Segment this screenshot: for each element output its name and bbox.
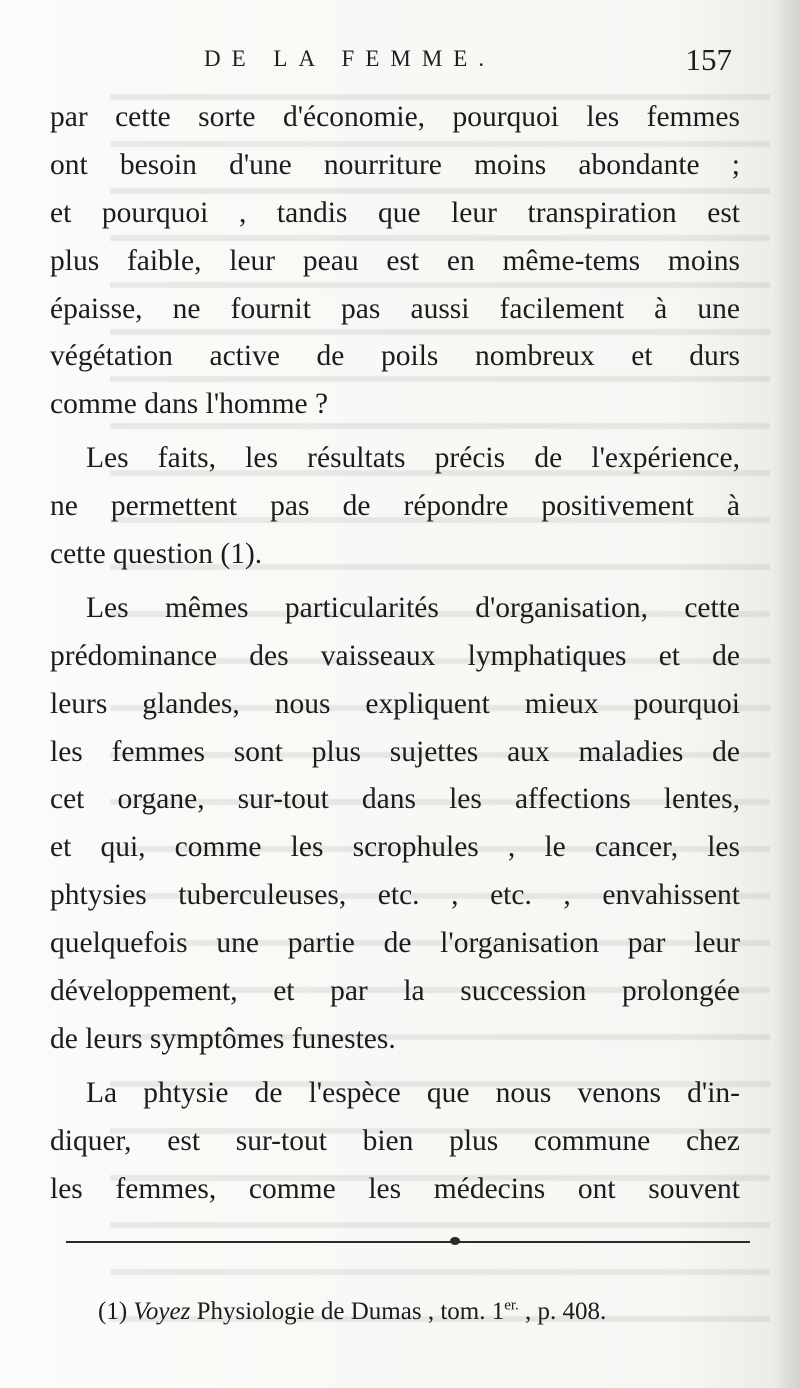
- page-edge-shadow: [772, 0, 800, 1388]
- text-line: épaisse, ne fournit pas aussi facilement à une: [50, 292, 740, 325]
- text-line: comme dans l'homme ?: [50, 388, 329, 421]
- page-number: 157: [685, 42, 732, 77]
- text-line: cette question (1).: [50, 538, 263, 571]
- footnote-marker: (1): [98, 1298, 128, 1325]
- text-line: par cette sorte d'économie, pourquoi les femmes: [50, 101, 740, 133]
- text-line: prédominance des vaisseaux lymphatiques et de: [50, 639, 740, 672]
- footnote-italic-word: Voyez: [133, 1298, 191, 1325]
- text-line: les femmes sont plus sujettes aux maladies de: [50, 735, 740, 768]
- text-line: La phtysie de l'espèce que nous venons d'in-: [86, 1076, 740, 1109]
- body-text: [50, 94, 740, 1213]
- text-line: cet organe, sur-tout dans les affections lentes,: [50, 783, 740, 816]
- footnote-page-ref: , p. 408.: [525, 1298, 607, 1325]
- footnote-volume: 1: [491, 1298, 505, 1325]
- text-line: de leurs symptômes funestes.: [50, 1022, 396, 1055]
- text-line: ne permettent pas de répondre positivement à: [50, 490, 740, 523]
- footnote-text: Physiologie de Dumas , tom.: [196, 1298, 486, 1325]
- text-line: phtysies tuberculeuses, etc. , etc. , envahissent: [50, 879, 740, 912]
- footnote-rule-ornament: [450, 1237, 460, 1245]
- text-line: Les mêmes particularités d'organisation, cette: [86, 591, 740, 624]
- text-line: les femmes, comme les médecins ont souvent: [50, 1172, 740, 1205]
- footnote-rule: [66, 1241, 750, 1243]
- text-line: développement, et par la succession prolongée: [50, 975, 740, 1008]
- running-title: DE LA FEMME.: [204, 46, 496, 71]
- text-line: Les faits, les résultats précis de l'expérience,: [86, 442, 740, 475]
- text-line: végétation active de poils nombreux et durs: [50, 340, 740, 373]
- text-line: leurs glandes, nous expliquent mieux pourquoi: [50, 687, 740, 720]
- text-line: ont besoin d'une nourriture moins abondante ;: [50, 148, 740, 181]
- running-head: [50, 40, 740, 84]
- footnote-volume-superscript: er.: [504, 1297, 519, 1314]
- text-line: et pourquoi , tandis que leur transpiration est: [50, 196, 740, 229]
- text-line: quelquefois une partie de l'organisation par leur: [50, 927, 740, 960]
- text-line: plus faible, leur peau est en même-tems moins: [50, 244, 740, 277]
- text-line: et qui, comme les scrophules , le cancer, les: [50, 831, 740, 864]
- footnote: [98, 1298, 750, 1326]
- text-line: diquer, est sur-tout bien plus commune chez: [50, 1124, 740, 1157]
